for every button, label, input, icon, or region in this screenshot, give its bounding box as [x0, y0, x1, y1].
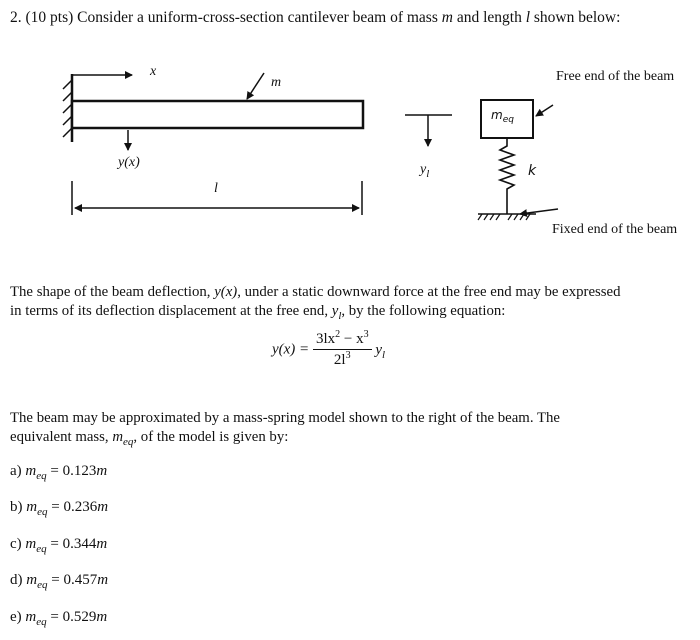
spring — [500, 138, 514, 214]
option-d[interactable]: d) $m_{eq} = 0.457m$ — [10, 572, 109, 591]
mass-pointer — [247, 73, 264, 99]
m-label: m — [271, 75, 282, 90]
deflection-equation: y(x) = $\frac{3lx^2 - x^3}{2l^3}$ $y_l$ — [272, 329, 386, 368]
yx-label: y(x) — [118, 155, 140, 170]
beam-figure — [0, 0, 700, 260]
mass-var: m — [441, 9, 453, 26]
free-end-pointer — [536, 105, 553, 116]
free-end-label: Free end of the beam — [556, 69, 675, 84]
option-e[interactable]: e) $m_{eq} = 0.529m$ — [10, 609, 108, 628]
option-a[interactable]: a) $m_{eq} = 0.123m$ — [10, 463, 108, 482]
l-label: l — [214, 181, 218, 196]
question-number: 2. — [10, 9, 22, 26]
question-intro-a: Consider a uniform-cross-section cantilever beam of mass — [77, 9, 438, 26]
question-points: (10 pts) — [25, 9, 74, 26]
yl-label: $y_l$ — [420, 162, 430, 180]
paragraph-deflection: The shape of the beam deflection, y(x), under a static downward force at the free end may be expressed in terms of its deflection displacement at the free end, $y_l$, by the following equation: — [10, 284, 621, 322]
option-c[interactable]: c) $m_{eq} = 0.344m$ — [10, 536, 108, 555]
fixed-end-label: Fixed end of the beam — [552, 222, 678, 237]
length-var: l — [525, 9, 531, 26]
ground-hatching — [478, 214, 530, 220]
cantilever-beam — [72, 101, 363, 128]
question-intro-b: and length — [456, 9, 522, 26]
k-label: k — [528, 163, 537, 179]
question-intro-c: shown below: — [533, 9, 621, 26]
meq-handwritten-label: $m_{eq}$ — [491, 108, 514, 125]
wall-hatching — [63, 80, 72, 137]
equation-fraction: $\frac{3lx^2 - x^3}{2l^3}$ — [313, 331, 372, 369]
paragraph-model: The beam may be approximated by a mass-spring model shown to the right of the beam. The equivalent mass, $m_{eq}$, of the model is given by: — [10, 410, 560, 448]
fixed-end-pointer — [520, 209, 558, 214]
x-label: x — [150, 64, 157, 79]
option-b[interactable]: b) $m_{eq} = 0.236m$ — [10, 499, 109, 518]
